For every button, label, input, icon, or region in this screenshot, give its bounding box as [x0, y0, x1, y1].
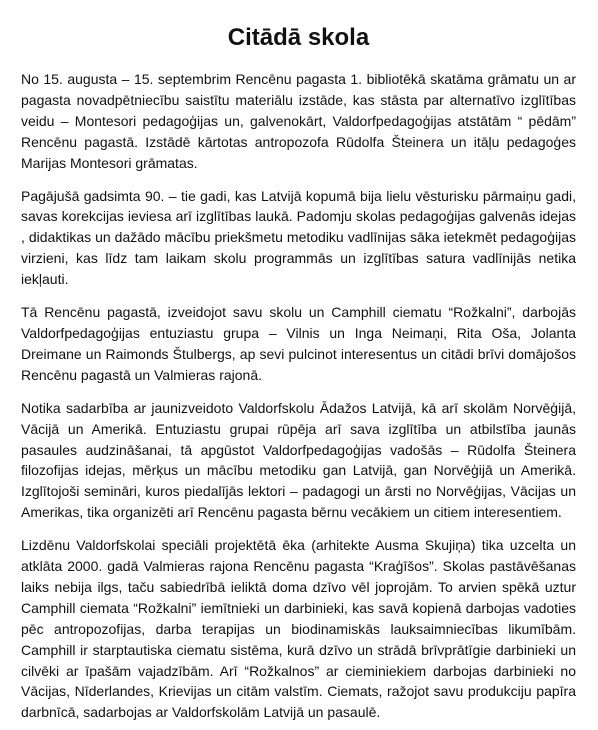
- paragraph-cooperation: Notika sadarbība ar jaunizveidoto Valdorfskolu Ādažos Latvijā, kā arī skolām Norvēģijā, Vācijā un Amerikā. Entuziastu grupai rūpēja arī sava izglītība un atbilstība jaunās pasaules audzināšanai, tā apgūstot Valdorfpedagoģijas vadošās – Rūdolfa Šteinera filozofijas idejas, mērķus un mācību metodiku gan Latvijā, gan Norvēģijā un Amerikā. Izglītojoši semināri, kuros piedalījās lektori – padagogi un ārsti no Norvēģijas, Vācijas un Amerikas, tika organizēti arī Rencēnu pagasta bērnu vecākiem un citiem interesentiem.: [21, 399, 576, 521]
- paragraph-lizdenu-school: Lizdēnu Valdorfskolai speciāli projektētā ēka (arhitekte Ausma Skujiņa) tika uzcelta un atklāta 2000. gadā Valmieras rajona Rencēnu pagasta “Kraģīšos”. Skolas pastāvēšanas laiks nebija ilgs, taču sabiedrībā ieliktā doma dzīvo vēl joprojām. To arvien spēkā uztur Camphill ciemata “Rožkalni” iemītnieki un darbinieki, kas savā kopienā darbojas vadoties pēc antropozofijas, darba terapijas un biodinamiskās lauksaimniecības likumībām. Camphill ir starptautiska ciematu sistēma, kurā dzīvo un strādā brīvprātīgie darbinieki un cilvēki ar īpašām vajadzībām. Arī “Rožkalnos” ar cieminiekiem darbojas darbinieki no Vācijas, Nīderlandes, Krievijas un citām valstīm. Ciemats, ražojot savu produkciju papīra darbnīcā, sadarbojas ar Valdorfskolām Latvijā un pasaulē.: [21, 537, 576, 721]
- paragraph-nineties: Pagājušā gadsimta 90. – tie gadi, kas Latvijā kopumā bija lielu vēsturisku pārmaiņu gadi, savas korekcijas ieviesa arī izglītības laukā. Padomju skolas pedagoģijas galvenās idejas , didaktikas un dažādo mācību priekšmetu metodiku vadlīnijas sāka ietekmēt pedagoģijas virzieni, kas līdz tam laikam skolu programmās un izglītības satura vadlīnijās netika iekļauti.: [21, 187, 576, 288]
- document-title: Citādā skola: [227, 24, 370, 51]
- paragraph-rencenu-group: Tā Rencēnu pagastā, izveidojot savu skolu un Camphill ciematu “Rožkalni”, darbojās Valdorfpedagoģijas entuziastu grupa – Vilnis un Inga Neimaņi, Rita Oša, Jolanta Dreimane un Raimonds Štulbergs, ap sevi pulcinot interesentus un citādi brīvi domājošos Rencēnu pagastā un Valmieras rajonā.: [21, 304, 576, 383]
- paragraph-exhibition: No 15. augusta – 15. septembrim Rencēnu pagasta 1. bibliotēkā skatāma grāmatu un ar pagasta novadpētniecību saistītu materiālu izstāde, kas stāsta par alternatīvo izglītības veidu – Montesori pedagoģijas un, galvenokārt, Valdorfpedagoģijas atstātām “ pēdām” Rencēnu pagastā. Izstādē kārtotas antropozofa Rūdolfa Šteinera un itāļu pedagoģes Marijas Montesori grāmatas.: [21, 71, 576, 171]
